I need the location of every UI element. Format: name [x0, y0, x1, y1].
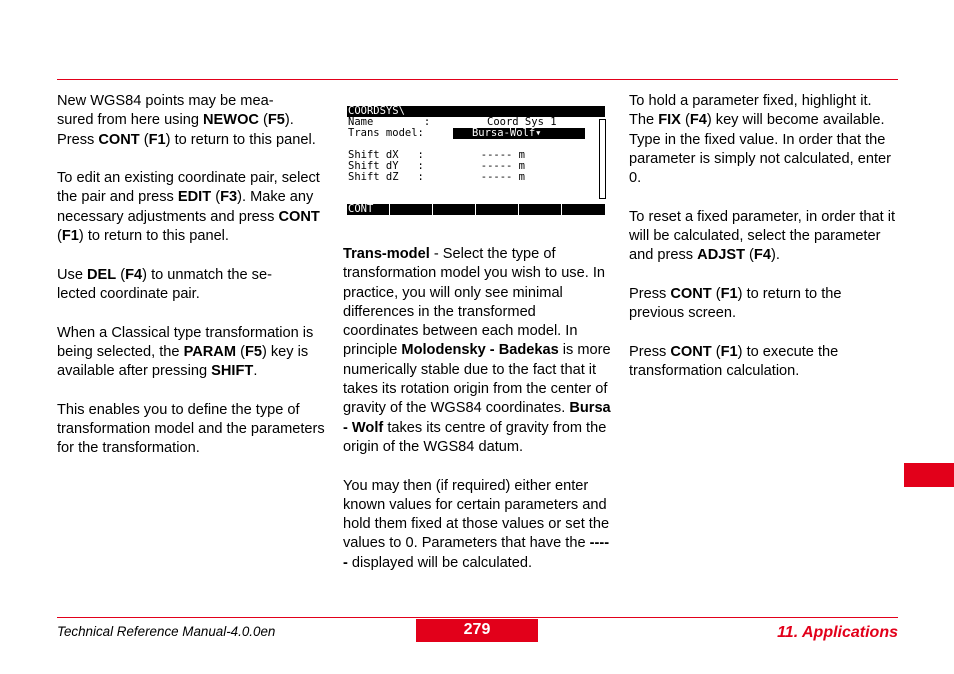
fkey-separator [518, 204, 519, 215]
fkey-separator [475, 204, 476, 215]
paragraph-adjst: To reset a fixed parameter, in order that it will be calculated, select the parameter and press ADJST (F4). [629, 208, 896, 264]
screen-scrollbar[interactable] [599, 119, 606, 199]
paragraph-define: This enables you to define the type of transformation model and the parameters for the transformation. [57, 401, 325, 457]
fkey-separator [561, 204, 562, 215]
paragraph-cont-return: Press CONT (F1) to return to the previous screen. [629, 285, 842, 322]
screen-row-trans-value[interactable]: Bursa-Wolf▾ [453, 128, 585, 139]
page-number: 279 [416, 619, 538, 642]
paragraph-edit: To edit an existing coordinate pair, select the pair and press EDIT (F3). Make any necessary adjustments and press CONT (F1) to return to this panel. [57, 170, 320, 245]
bottom-rule [57, 617, 898, 618]
screen-row-name-value[interactable]: Coord Sys 1 [487, 116, 557, 128]
instrument-screen [347, 106, 605, 215]
screen-title: COORDSYS\ [348, 105, 405, 117]
screen-row-shift-dx[interactable]: Shift dX : ----- m [348, 149, 526, 161]
paragraph-del: Use DEL (F4) to unmatch the se- lected coordinate pair. [57, 266, 272, 302]
fkey-separator [432, 204, 433, 215]
paragraph-cont-execute: Press CONT (F1) to execute the transformation calculation. [629, 343, 839, 380]
chapter-title: 11. Applications [777, 624, 898, 641]
chapter-tab [904, 463, 954, 487]
screen-function-keys [347, 204, 605, 215]
column-right [629, 92, 899, 401]
paragraph-newoc: New WGS84 points may be mea- sured from here using NEWOC (F5). Press CONT (F1) to return to this panel. [57, 93, 316, 148]
screen-row-trans-label: Trans model: [348, 127, 424, 139]
paragraph-parameters: You may then (if required) either enter known values for certain parameters and hold them fixed at those values or set the values to 0. Parameters that have the ----- displayed will be calculated. [343, 477, 610, 571]
column-left [57, 92, 329, 478]
manual-title: Technical Reference Manual-4.0.0en [57, 624, 276, 639]
top-rule [57, 79, 898, 80]
paragraph-trans-model: Trans-model - Select the type of transformation model you wish to use. In practice, you will only see minimal differences in the transformed coordinates between each model. In principle Molodensky - Badekas is more numerically stable due to the fact that it takes its rotation origin from the center of gravity of the WGS84 coordinates. Bursa - Wolf takes its centre of gravity from the origin of the WGS84 datum. [343, 246, 611, 455]
column-middle [343, 245, 613, 592]
fkey-separator [389, 204, 390, 215]
paragraph-fix: To hold a parameter fixed, highlight it. The FIX (F4) key will become available. Type in the fixed value. In order that the parameter is simply not calculated, enter 0. [629, 93, 891, 187]
paragraph-param: When a Classical type transformation is being selected, the PARAM (F5) key is available after pressing SHIFT. [57, 324, 314, 380]
screen-row-shift-dy[interactable]: Shift dY : ----- m [348, 160, 526, 172]
fkey-f1-cont[interactable]: CONT [348, 203, 374, 215]
screen-row-shift-dz[interactable]: Shift dZ : ----- m [348, 171, 526, 183]
screen-row-name-label: Name : [348, 116, 431, 128]
